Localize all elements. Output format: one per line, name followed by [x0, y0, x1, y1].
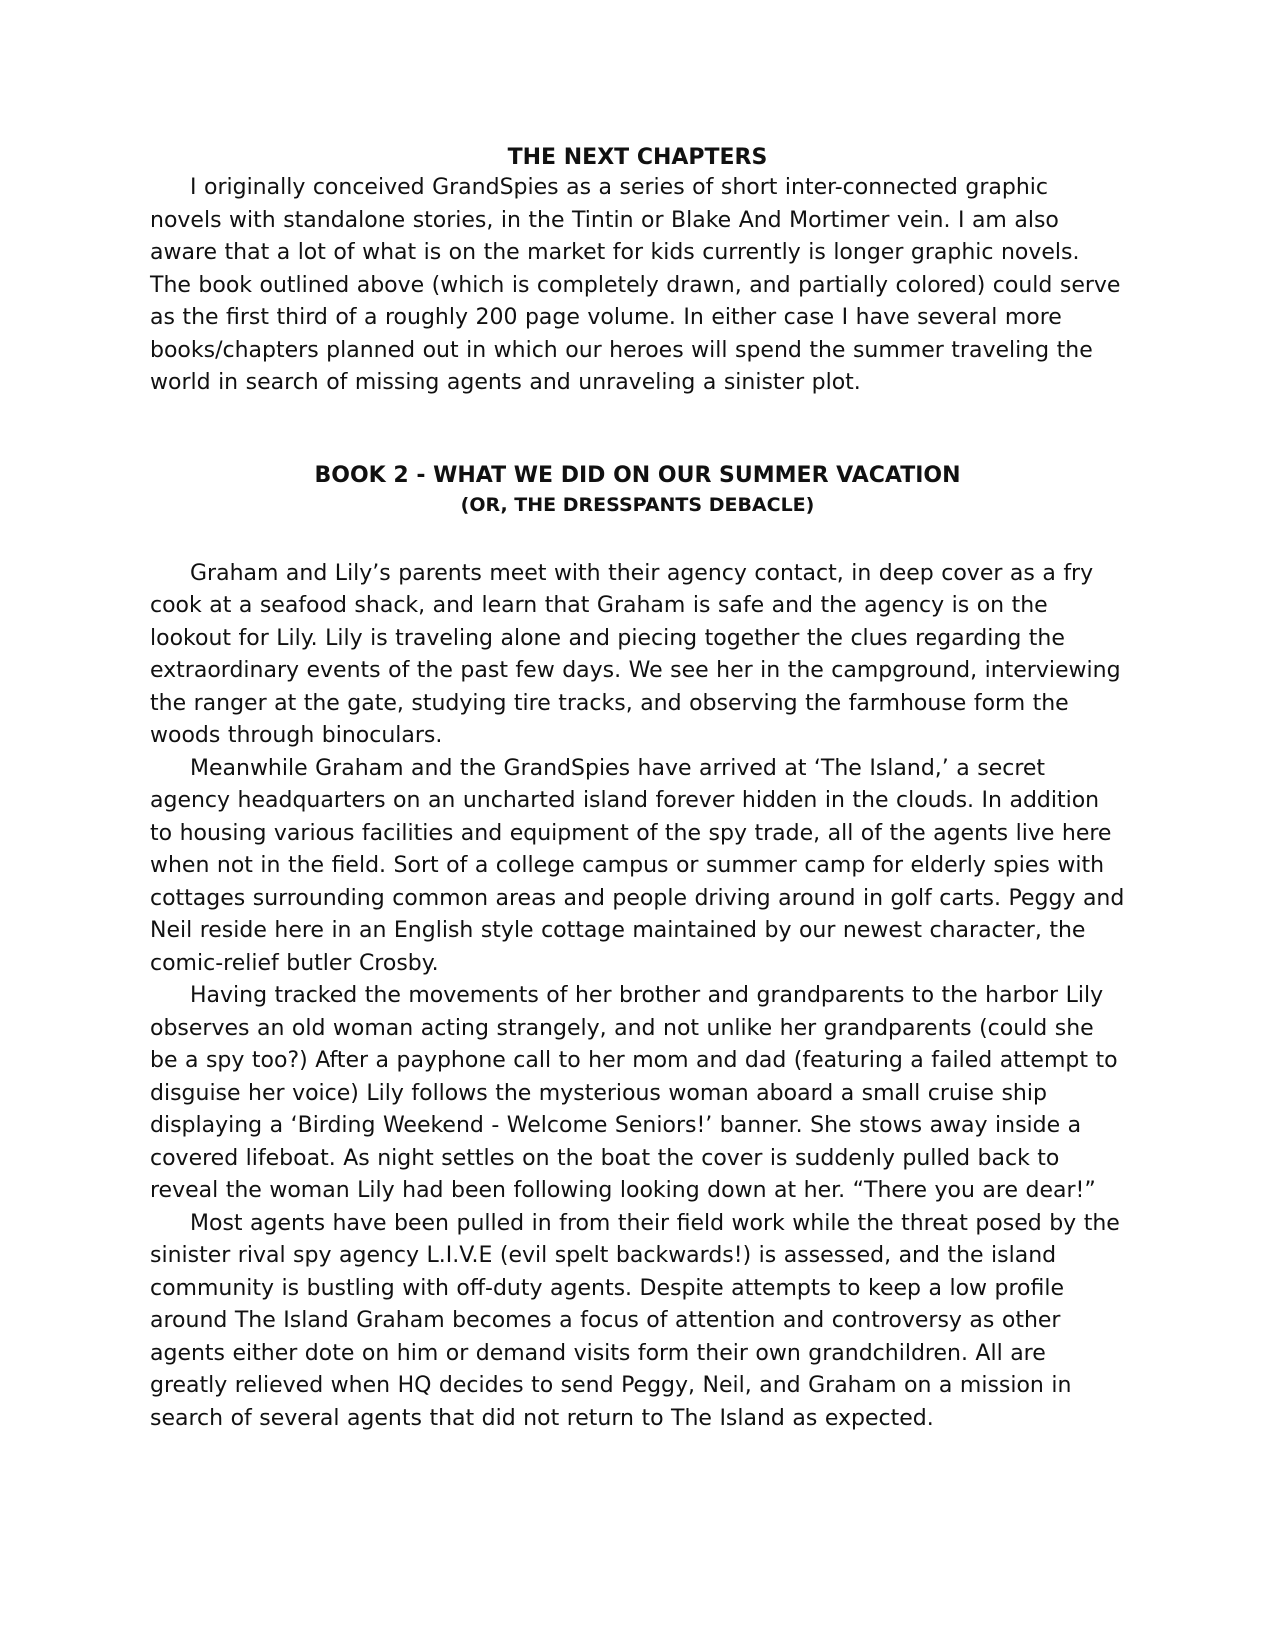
paragraph-book2-1: Graham and Lily’s parents meet with their agency contact, in deep cover as a fry cook at a seafood shack, and learn that Graham is safe and the agency is on the lookout for Lily. Lily is traveling alone and piecing together the clues regarding the extraordinary events of the past few days. We see her in the campground, interviewing the ranger at the gate, studying tire tracks, and observing the farmhouse form the woods through binoculars. — [150, 560, 1121, 748]
paragraph-book2-3: Having tracked the movements of her brother and grandparents to the harbor Lily observes an old woman acting strangely, and not unlike her grandparents (could she be a spy too?) After a payphone call to her mom and dad (featuring a failed attempt to disguise her voice) Lily follows the mysterious woman aboard a small cruise ship displaying a ‘Birding Weekend - Welcome Seniors!’ banner. She stows away inside a covered lifeboat. As night settles on the boat the cover is suddenly pulled back to reveal the woman Lily had been following looking down at her. “There you are dear!” — [150, 983, 1118, 1203]
section-subtitle-book-2: (OR, THE DRESSPANTS DEBACLE) — [460, 493, 815, 516]
paragraph-intro: I originally conceived GrandSpies as a series of short inter-connected graphic novels with standalone stories, in the Tintin or Blake And Mortimer vein. I am also aware that a lot of what is on the market for kids currently is longer graphic novels. The book outlined above (which is completely drawn, and partially colored) could serve as the first third of a roughly 200 page volume. In either case I have several more books/chapters planned out in which our heroes will spend the summer traveling the world in search of missing agents and unraveling a sinister plot. — [150, 175, 1121, 395]
section-spacer — [150, 520, 1125, 558]
paragraph-book2-2: Meanwhile Graham and the GrandSpies have arrived at ‘The Island,’ a secret agency headquarters on an uncharted island forever hidden in the clouds. In addition to housing various facilities and equipment of the spy trade, all of the agents live here when not in the field. Sort of a college campus or summer camp for elderly spies with cottages surrounding common areas and people driving around in golf carts. Peggy and Neil reside here in an English style cottage maintained by our newest character, the comic-relief butler Crosby. — [150, 755, 1125, 976]
section-title-next-chapters: THE NEXT CHAPTERS — [507, 145, 768, 170]
document-page — [150, 144, 1125, 1435]
section-spacer — [150, 400, 1125, 462]
section-title-book-2: BOOK 2 - WHAT WE DID ON OUR SUMMER VACATION — [314, 462, 961, 488]
paragraph-book2-4: Most agents have been pulled in from their field work while the threat posed by the sinister rival spy agency L.I.V.E (evil spelt backwards!) is assessed, and the island community is bustling with off-duty agents. Despite attempts to keep a low profile around The Island Graham becomes a focus of attention and controversy as other agents either dote on him or demand visits form their own grandchildren. All are greatly relieved when HQ decides to send Peggy, Neil, and Graham on a mission in search of several agents that did not return to The Island as expected. — [150, 1210, 1120, 1431]
